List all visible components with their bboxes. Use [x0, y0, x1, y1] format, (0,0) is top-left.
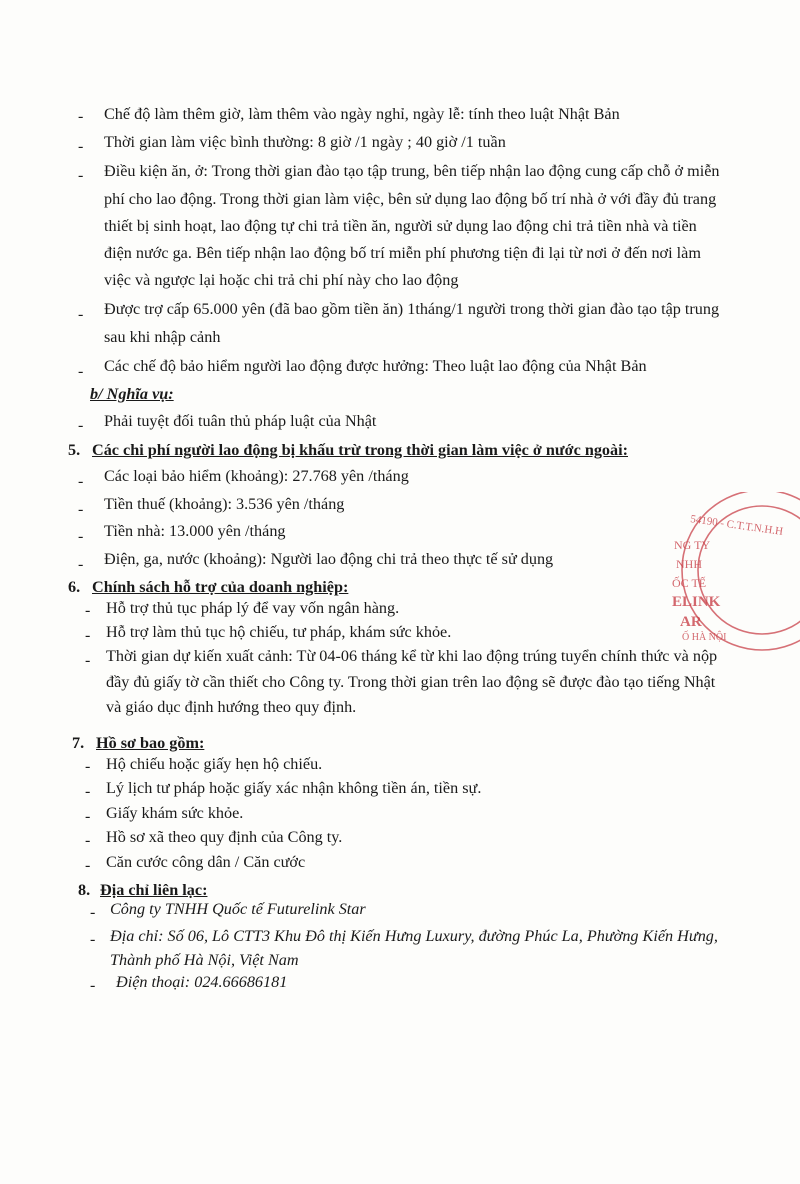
bullet: -	[78, 528, 84, 545]
bullet: -	[85, 783, 91, 800]
benefit-overtime: Chế độ làm thêm giờ, làm thêm vào ngày nghỉ, ngày lễ: tính theo luật Nhật Bản	[104, 105, 620, 123]
benefit-insurance: Các chế độ bảo hiểm người lao động được hưởng: Theo luật lao động của Nhật Bản	[104, 357, 647, 375]
stamp-line-2: NHH	[676, 557, 702, 571]
bullet: -	[78, 108, 84, 125]
bullet: -	[85, 652, 91, 669]
bullet: -	[78, 556, 84, 573]
bullet: -	[78, 501, 84, 518]
stamp-line-5: AR	[680, 614, 702, 630]
bullet: -	[90, 931, 96, 948]
bullet: -	[85, 627, 91, 644]
section-number: 8.	[78, 881, 91, 899]
bullet: -	[78, 306, 84, 323]
stamp-line-4: ELINK	[672, 594, 721, 610]
section7-heading: Hồ sơ bao gồm:	[96, 734, 205, 752]
section5-heading: Các chi phí người lao động bị khấu trừ trong thời gian làm việc ở nước ngoài:	[92, 441, 628, 459]
dossier-passport: Hộ chiếu hoặc giấy hẹn hộ chiếu.	[106, 755, 323, 773]
bullet: -	[78, 473, 84, 490]
contact-company: Công ty TNHH Quốc tế Futurelink Star	[110, 900, 366, 918]
bullet: -	[90, 977, 96, 994]
benefit-housing-line5: việc và ngược lại hoặc chi trả chi phí này cho lao động	[104, 271, 459, 289]
deduction-utilities: Điện, ga, nước (khoảng): Người lao động chi trả theo thực tế sử dụng	[104, 550, 554, 568]
support-departure-line2: đầy đủ giấy tờ cần thiết cho Công ty. Trong thời gian trên lao động sẽ được đào tạo tiếng Nhật	[106, 673, 716, 691]
contact-address-line2: Thành phố Hà Nội, Việt Nam	[110, 951, 299, 969]
bullet: -	[90, 904, 96, 921]
bullet: -	[85, 832, 91, 849]
support-departure-line1: Thời gian dự kiến xuất cảnh: Từ 04-06 tháng kể từ khi lao động trúng tuyển chính thức và nộp	[106, 647, 718, 665]
section-number: 7.	[72, 734, 85, 752]
company-stamp	[660, 492, 800, 652]
section-number: 6.	[68, 578, 81, 596]
benefit-allowance-line2: sau khi nhập cảnh	[104, 328, 221, 346]
obligation-heading: b/ Nghĩa vụ:	[90, 385, 174, 403]
stamp-ring-text: 54190 - C.T.T.N.H.H	[689, 513, 784, 538]
stamp-line-3: ỐC TẾ	[672, 576, 707, 590]
benefit-working-hours: Thời gian làm việc bình thường: 8 giờ /1 ngày ; 40 giờ /1 tuần	[104, 133, 506, 151]
support-passport: Hỗ trợ làm thủ tục hộ chiếu, tư pháp, khám sức khỏe.	[106, 623, 452, 641]
benefit-housing-line3: thiết bị sinh hoạt, lao động tự chi trả tiền ăn, người sử dụng lao động chi trả tiền nhà và tiền	[104, 217, 697, 235]
deduction-tax: Tiền thuế (khoảng): 3.536 yên /tháng	[104, 495, 345, 513]
contact-phone: Điện thoại: 024.66686181	[116, 973, 288, 991]
stamp-line-1: NG TY	[674, 538, 711, 552]
support-departure-line3: và giáo dục định hướng theo quy định.	[106, 698, 357, 716]
dossier-id-card: Căn cước công dân / Căn cước	[106, 853, 306, 871]
dossier-health: Giấy khám sức khỏe.	[106, 804, 244, 822]
deduction-insurance: Các loại bảo hiểm (khoảng): 27.768 yên /tháng	[104, 467, 409, 485]
section8-heading: Địa chỉ liên lạc:	[100, 881, 208, 899]
benefit-allowance-line1: Được trợ cấp 65.000 yên (đã bao gồm tiền ăn) 1tháng/1 người trong thời gian đào tạo tập trung	[104, 300, 720, 318]
bullet: -	[85, 758, 91, 775]
dossier-criminal-record: Lý lịch tư pháp hoặc giấy xác nhận không tiền án, tiền sự.	[106, 779, 482, 797]
bullet: -	[78, 138, 84, 155]
contact-address-line1: Địa chỉ: Số 06, Lô CTT3 Khu Đô thị Kiến Hưng Luxury, đường Phúc La, Phường Kiến Hưng,	[110, 927, 718, 945]
deduction-rent: Tiền nhà: 13.000 yên /tháng	[104, 522, 286, 540]
bullet: -	[85, 602, 91, 619]
obligation-item: Phải tuyệt đối tuân thủ pháp luật của Nhật	[104, 412, 377, 430]
benefit-housing-line2: phí cho lao động. Trong thời gian làm việc, bên sử dụng lao động bố trí nhà ở với đầy đủ trang	[104, 190, 717, 208]
benefit-housing-line1: Điều kiện ăn, ở: Trong thời gian đào tạo tập trung, bên tiếp nhận lao động cung cấp chỗ ở miễn	[104, 162, 720, 180]
dossier-commune: Hồ sơ xã theo quy định của Công ty.	[106, 828, 343, 846]
benefit-housing-line4: điện nước ga. Bên tiếp nhận lao động bố trí miễn phí phương tiện đi lại từ nơi ở đến nơi làm	[104, 244, 701, 262]
section-number: 5.	[68, 441, 81, 459]
bullet: -	[85, 857, 91, 874]
bullet: -	[78, 167, 84, 184]
bullet: -	[85, 808, 91, 825]
bullet: -	[78, 417, 84, 434]
support-loan: Hỗ trợ thủ tục pháp lý để vay vốn ngân hàng.	[106, 599, 400, 617]
bullet: -	[78, 363, 84, 380]
stamp-bottom-text: Ố HÀ NỘI	[682, 632, 727, 643]
section6-heading: Chính sách hỗ trợ của doanh nghiệp:	[92, 578, 349, 596]
